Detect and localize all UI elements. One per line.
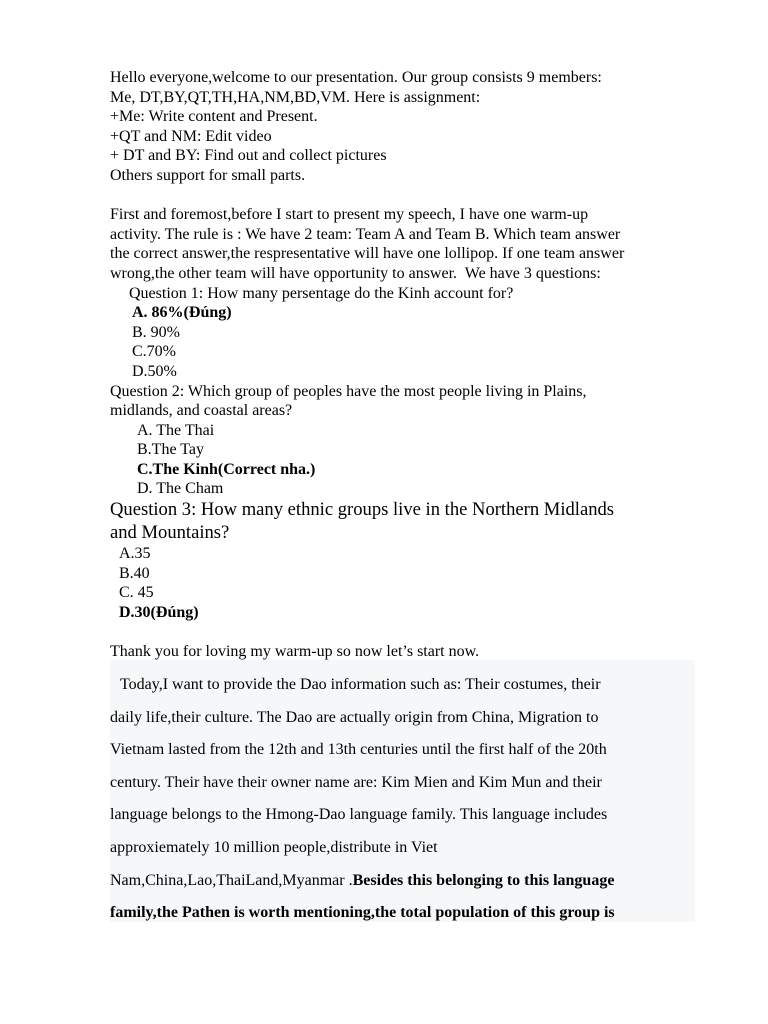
intro-line-6: Others support for small parts. — [110, 166, 306, 184]
q2-answer-d: D. The Cham — [137, 480, 224, 498]
dao-line-7-bold: Besides this belonging to this language — [352, 871, 615, 889]
intro-line-4: +QT and NM: Edit video — [110, 127, 272, 145]
dao-line-2: daily life,their culture. The Dao are actually origin from China, Migration to — [110, 708, 599, 726]
intro-line-1: Hello everyone,welcome to our presentation. Our group consists 9 members: — [110, 69, 602, 86]
thanks-line: Thank you for loving my warm-up so now let’s start now. — [110, 643, 480, 661]
q2-answer-b: B.The Tay — [137, 441, 205, 459]
question-2-line-1: Question 2: Which group of peoples have the most people living in Plains, — [110, 382, 587, 400]
question-3-label: Question 3 — [110, 499, 192, 521]
q1-answer-c: C.70% — [132, 343, 176, 361]
q1-answer-b: B. 90% — [132, 323, 180, 341]
question-3-line-2: and Mountains? — [110, 521, 230, 543]
warmup-line-1: First and foremost,before I start to present my speech, I have one warm-up — [110, 206, 589, 224]
dao-paragraph — [110, 660, 695, 922]
paragraph-gap — [110, 186, 710, 206]
q1-answer-d: D.50% — [132, 362, 177, 380]
dao-line-7 — [110, 865, 695, 898]
dao-line-8: family,the Pathen is worth mentioning,the total population of this group is — [110, 904, 615, 922]
document-page — [110, 68, 710, 662]
q3-answer-b: B.40 — [119, 564, 150, 582]
q1-answer-a: A. 86%(Đúng) — [132, 304, 232, 322]
warmup-line-2: activity. The rule is : We have 2 team: Team A and Team B. Which team answer — [110, 225, 621, 243]
dao-line-7-normal: Nam,China,Lao,ThaiLand,Myanmar . — [110, 871, 353, 889]
paragraph-gap — [110, 622, 710, 642]
intro-line-5: + DT and BY: Find out and collect pictures — [110, 147, 387, 165]
dao-line-6: approxiemately 10 million people,distribute in Viet — [110, 838, 438, 856]
q2-answer-a: A. The Thai — [137, 421, 215, 439]
question-3-line-1 — [110, 499, 710, 522]
dao-line-5: language belongs to the Hmong-Dao language family. This language includes — [110, 806, 608, 824]
dao-line-4: century. Their have their owner name are: Kim Mien and Kim Mun and their — [110, 773, 602, 791]
question-2-line-2: midlands, and coastal areas? — [110, 402, 293, 420]
intro-line-3: +Me: Write content and Present. — [110, 108, 318, 126]
warmup-line-4: wrong,the other team will have opportunity to answer. We have 3 questions: — [110, 264, 601, 282]
question-3-text: : How many ethnic groups live in the Northern Midlands — [191, 499, 615, 521]
q3-answer-d: D.30(Đúng) — [119, 603, 199, 621]
q3-answer-a: A.35 — [119, 545, 151, 563]
warmup-line-3: the correct answer,the respresentative will have one lollipop. If one team answer — [110, 245, 625, 263]
question-1: Question 1: How many persentage do the Kinh account for? — [129, 284, 514, 302]
q2-answer-c: C.The Kinh(Correct nha.) — [137, 460, 316, 478]
q3-answer-c: C. 45 — [119, 584, 154, 602]
intro-line-2: Me, DT,BY,QT,TH,HA,NM,BD,VM. Here is assignment: — [110, 88, 481, 106]
dao-line-3: Vietnam lasted from the 12th and 13th centuries until the first half of the 20th — [110, 741, 607, 759]
dao-line-1: Today,I want to provide the Dao information such as: Their costumes, their — [120, 676, 601, 693]
